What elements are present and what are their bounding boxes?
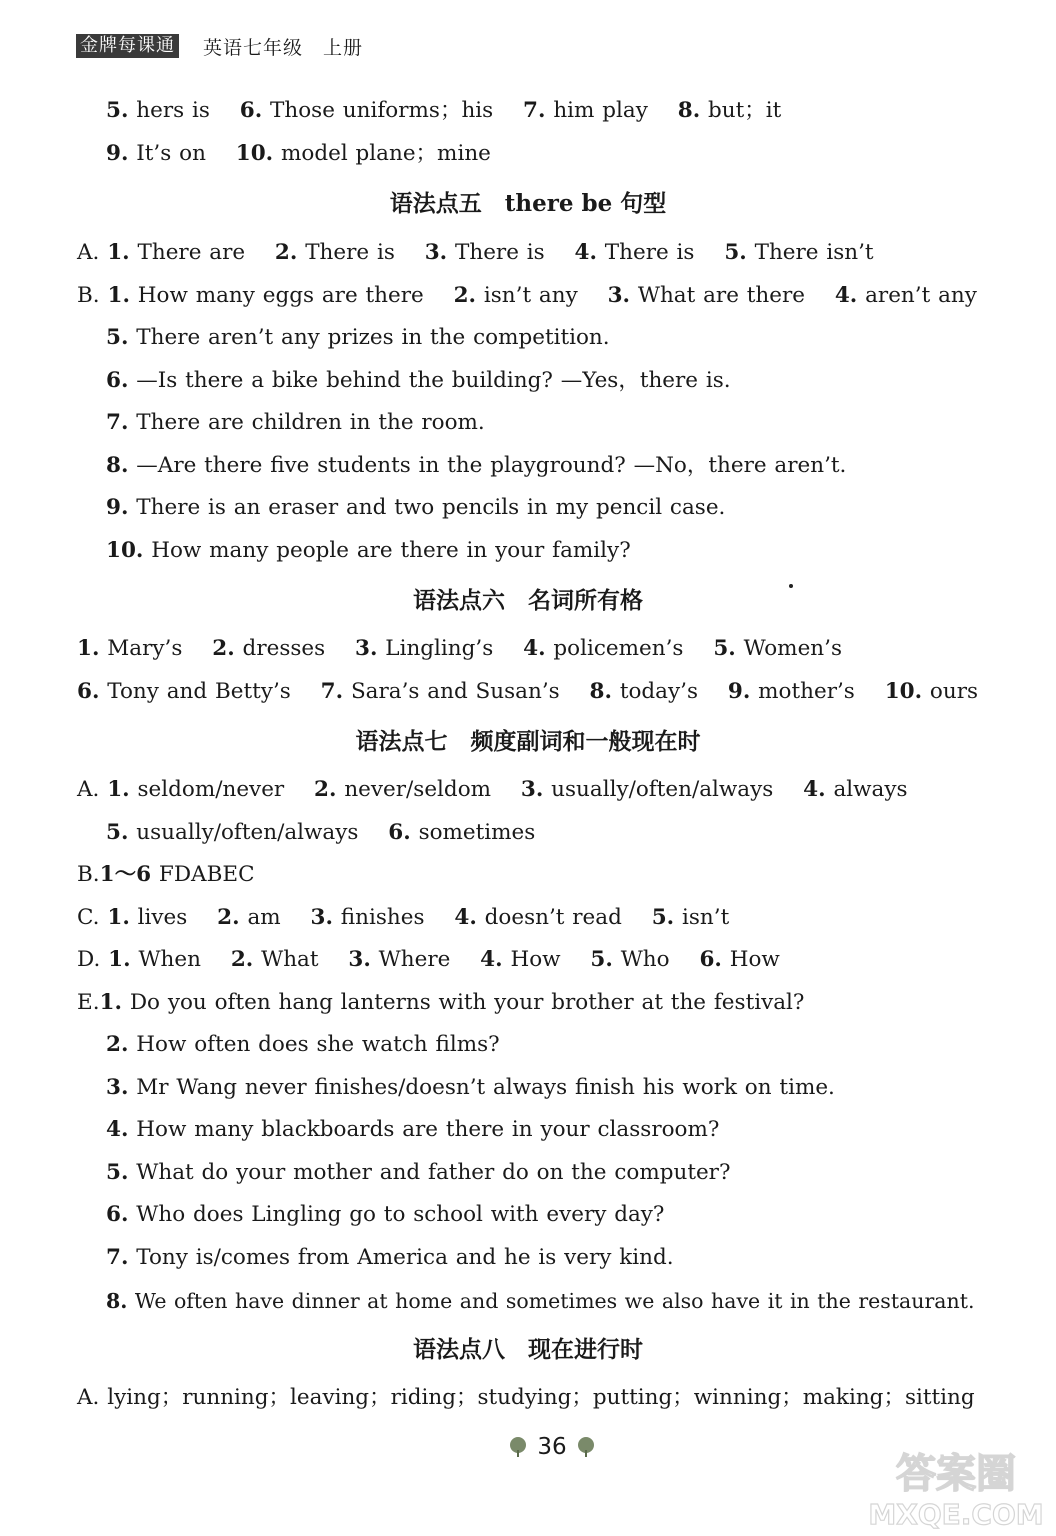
answer-line: 4. How many blackboards are there in your classroom? [106,1117,720,1142]
answer-line: 5. What do your mother and father do on the computer? [106,1160,731,1185]
answer-line: A. 1. There are 2. There is 3. There is 4. There is 5. There isn’t [77,240,874,265]
page-number: 36 [497,1430,607,1464]
answer-line: 1. Mary’s 2. dresses 3. Lingling’s 4. policemen’s 5. Women’s [77,636,843,661]
answer-line: 5. usually/often/always 6. sometimes [106,820,536,845]
leaf-icon [575,1436,597,1458]
answer-line: 5. hers is 6. Those uniforms；his 7. him play 8. but；it [106,98,782,123]
answer-line: 6. —Is there a bike behind the building? —Yes，there is. [106,368,731,393]
answer-line: B. 1. How many eggs are there 2. isn’t any 3. What are there 4. aren’t any [77,283,977,308]
answer-line: 9. There is an eraser and two pencils in my pencil case. [106,495,726,520]
page-header [76,34,363,58]
section-title: 语法点七 频度副词和一般现在时 [355,729,701,755]
answer-line: 8. We often have dinner at home and sometimes we also have it in the restaurant. [106,1289,975,1313]
series-name: 金牌每课通 [76,34,179,58]
answer-line: 10. How many people are there in your family? [106,538,631,563]
section-title: 语法点五 there be 句型 [389,190,667,217]
answer-line: A. lying；running；leaving；riding；studying；putting；winning；making；sitting [77,1385,975,1410]
answer-line: B.1～6 FDABEC [77,862,255,887]
svg-text:答案圈: 答案圈 [896,1451,1016,1497]
answer-line: 6. Tony and Betty’s 7. Sara’s and Susan’s 8. today’s 9. mother’s 10. ours [77,679,979,704]
answer-line: C. 1. lives 2. am 3. finishes 4. doesn’t read 5. isn’t [77,905,730,930]
answer-line: 5. There aren’t any prizes in the competition. [106,325,610,350]
watermark-logo [866,1442,1046,1532]
answer-line: 3. Mr Wang never finishes/doesn’t always finish his work on time. [106,1075,835,1100]
answer-line: A. 1. seldom/never 2. never/seldom 3. usually/often/always 4. always [77,777,908,802]
answer-line: 9. It’s on 10. model plane；mine [106,141,491,166]
answer-line: E.1. Do you often hang lanterns with your brother at the festival? [77,990,805,1015]
answer-line: 2. How often does she watch films? [106,1032,500,1057]
answer-line: 8. —Are there five students in the playground? —No，there aren’t. [106,453,847,478]
svg-text:MXQE.COM: MXQE.COM [868,1498,1044,1531]
section-title: 语法点六 名词所有格 [413,588,643,614]
section-title: 语法点八 现在进行时 [413,1337,643,1363]
answer-line: 7. There are children in the room. [106,410,485,435]
leaf-icon [507,1436,529,1458]
book-title: 英语七年级 上册 [203,36,364,59]
answer-line: 6. Who does Lingling go to school with every day? [106,1202,665,1227]
answer-line: 7. Tony is/comes from America and he is very kind. [106,1245,674,1270]
answer-line: D. 1. When 2. What 3. Where 4. How 5. Who 6. How [77,947,780,972]
